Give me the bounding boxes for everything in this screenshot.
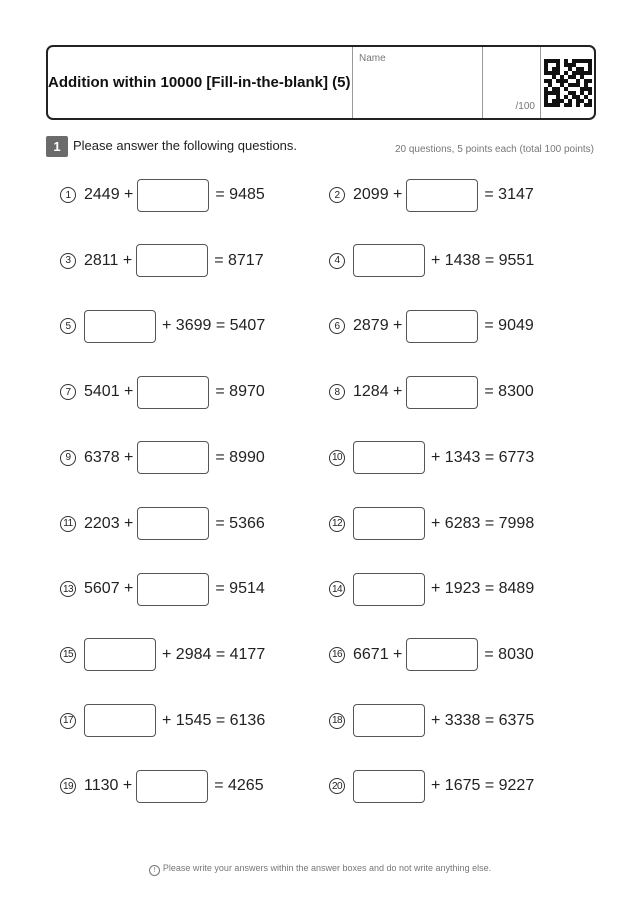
- question-item: [60, 178, 265, 212]
- answer-box[interactable]: [137, 441, 209, 474]
- question-number: 15: [60, 647, 76, 663]
- equation-right: + 3699 = 5407: [162, 317, 266, 335]
- question-number: 18: [329, 713, 345, 729]
- equation-right: = 5366: [215, 514, 265, 532]
- equation-right: = 9485: [215, 186, 265, 203]
- equation-left: 1284 +: [353, 383, 403, 401]
- answer-box[interactable]: [136, 244, 208, 277]
- question-item: [329, 638, 534, 672]
- question-item: [329, 178, 534, 212]
- question-item: [60, 441, 265, 475]
- equation-right: = 8030: [484, 645, 534, 663]
- question-number: 8: [329, 384, 345, 400]
- answer-box[interactable]: [84, 704, 156, 737]
- question-item: [60, 704, 265, 738]
- question-number: 5: [60, 318, 76, 334]
- answer-box[interactable]: [353, 441, 425, 474]
- equation-right: = 4265: [214, 777, 264, 795]
- answer-box[interactable]: [84, 310, 156, 343]
- question-item: [60, 769, 264, 803]
- equation-right: = 8990: [215, 448, 265, 466]
- answer-box[interactable]: [353, 770, 425, 803]
- equation-right: = 9049: [484, 317, 534, 335]
- question-number: 16: [329, 647, 345, 663]
- question-item: [329, 572, 534, 606]
- name-label: Name: [359, 53, 386, 64]
- question-number: 9: [60, 450, 76, 466]
- points-info: 20 questions, 5 points each (total 100 points): [394, 144, 594, 155]
- answer-box[interactable]: [406, 310, 478, 343]
- worksheet-title: Addition within 10000 [Fill-in-the-blank] (5): [48, 74, 351, 91]
- equation-right: = 8970: [215, 383, 265, 401]
- question-item: [329, 769, 534, 803]
- question-item: [60, 638, 265, 672]
- equation-right: = 8717: [214, 251, 264, 269]
- section-instruction: Please answer the following questions.: [73, 138, 298, 153]
- question-item: [329, 309, 534, 343]
- equation-right: + 1923 = 8489: [431, 580, 535, 598]
- question-item: [329, 441, 534, 475]
- footer-note-text: Please write your answers within the answer boxes and do not write anything else.: [162, 863, 492, 873]
- equation-right: + 1343 = 6773: [431, 448, 535, 466]
- qr-code-icon: [544, 59, 592, 107]
- answer-box[interactable]: [137, 573, 209, 606]
- equation-left: 2879 +: [353, 317, 403, 335]
- info-icon: !: [149, 865, 160, 876]
- question-item: [60, 309, 265, 343]
- question-number: 11: [60, 516, 76, 532]
- section-header: [46, 136, 594, 158]
- equation-left: 5401 +: [84, 383, 134, 401]
- equation-right: + 1545 = 6136: [162, 711, 266, 729]
- score-total-label: /100: [515, 101, 535, 112]
- question-number: 7: [60, 384, 76, 400]
- question-item: [60, 507, 265, 541]
- answer-box[interactable]: [137, 507, 209, 540]
- equation-right: + 1438 = 9551: [431, 251, 535, 269]
- name-field[interactable]: [352, 47, 482, 118]
- equation-right: + 1675 = 9227: [431, 777, 535, 795]
- equation-left: 6378 +: [84, 448, 134, 466]
- question-number: 2: [329, 187, 345, 203]
- qr-code-cell: [540, 47, 594, 118]
- question-item: [329, 244, 534, 278]
- equation-right: = 9514: [215, 580, 265, 598]
- section-number-badge: 1: [46, 136, 68, 157]
- equation-right: + 2984 = 4177: [162, 645, 266, 663]
- question-number: 20: [329, 778, 345, 794]
- answer-box[interactable]: [406, 638, 478, 671]
- answer-box[interactable]: [84, 638, 156, 671]
- equation-left: 2203 +: [84, 514, 134, 532]
- equation-left: 2449 +: [84, 186, 134, 203]
- equation-right: = 8300: [484, 383, 534, 401]
- answer-box[interactable]: [406, 179, 478, 212]
- question-number: 13: [60, 581, 76, 597]
- answer-box[interactable]: [353, 704, 425, 737]
- answer-box[interactable]: [137, 179, 209, 212]
- equation-left: 2099 +: [353, 186, 403, 203]
- question-number: 19: [60, 778, 76, 794]
- question-number: 4: [329, 253, 345, 269]
- equation-right: + 6283 = 7998: [431, 514, 535, 532]
- answer-box[interactable]: [353, 573, 425, 606]
- equation-left: 2811 +: [84, 251, 133, 269]
- question-item: [329, 704, 534, 738]
- equation-left: 1130 +: [84, 777, 133, 795]
- equation-right: = 3147: [484, 186, 534, 203]
- answer-box[interactable]: [136, 770, 208, 803]
- worksheet-header: [46, 45, 596, 120]
- question-item: [329, 375, 534, 409]
- footer-note: [0, 863, 640, 876]
- answer-box[interactable]: [406, 376, 478, 409]
- question-number: 10: [329, 450, 345, 466]
- question-number: 17: [60, 713, 76, 729]
- question-number: 6: [329, 318, 345, 334]
- question-item: [60, 572, 265, 606]
- equation-left: 6671 +: [353, 645, 403, 663]
- question-item: [60, 375, 265, 409]
- answer-box[interactable]: [353, 244, 425, 277]
- question-number: 1: [60, 187, 76, 203]
- answer-box[interactable]: [137, 376, 209, 409]
- question-number: 14: [329, 581, 345, 597]
- equation-right: + 3338 = 6375: [431, 711, 535, 729]
- question-number: 12: [329, 516, 345, 532]
- question-item: [329, 507, 534, 541]
- answer-box[interactable]: [353, 507, 425, 540]
- score-field[interactable]: [482, 47, 540, 118]
- question-item: [60, 244, 264, 278]
- question-number: 3: [60, 253, 76, 269]
- equation-left: 5607 +: [84, 580, 134, 598]
